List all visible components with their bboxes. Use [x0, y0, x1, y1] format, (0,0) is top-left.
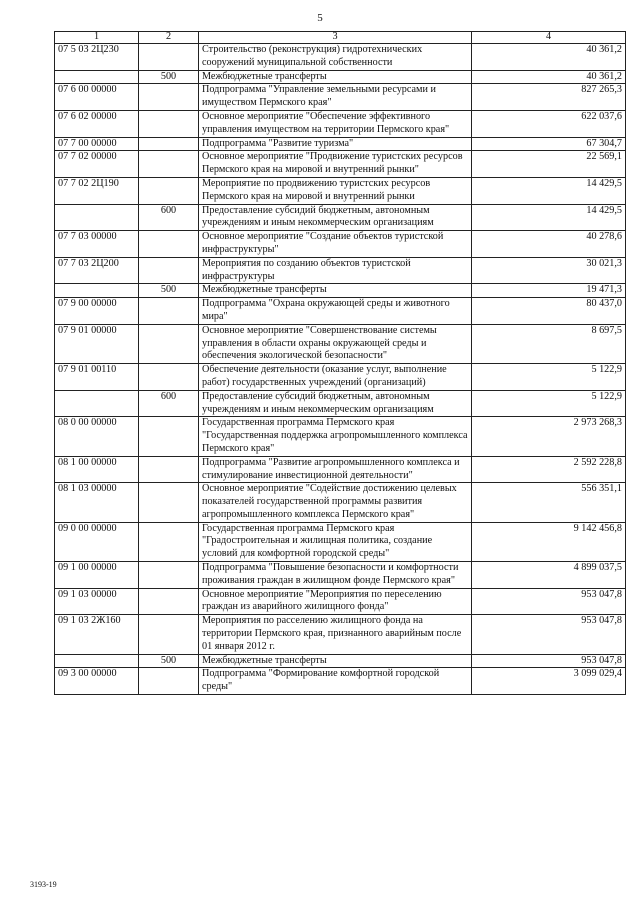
header-col-2: 2 — [139, 32, 199, 44]
row-code-cell — [55, 204, 139, 231]
row-code-cell — [55, 284, 139, 298]
row-name-cell: Подпрограмма "Развитие агропромышленного комплекса и стимулирование инвестиционной деятельности" — [199, 456, 472, 483]
row-name-cell: Предоставление субсидий бюджетным, автономным учреждениям и иным некоммерческим организациям — [199, 204, 472, 231]
row-amount-cell: 14 429,5 — [472, 204, 626, 231]
row-expense-type-cell — [139, 522, 199, 561]
row-amount-cell: 622 037,6 — [472, 110, 626, 137]
row-code-cell: 08 0 00 00000 — [55, 417, 139, 456]
row-expense-type-cell — [139, 562, 199, 589]
row-code-cell: 09 3 00 00000 — [55, 668, 139, 695]
row-name-cell: Подпрограмма "Управление земельными ресурсами и имуществом Пермского края" — [199, 84, 472, 111]
row-expense-type-cell — [139, 110, 199, 137]
row-expense-type-cell: 500 — [139, 284, 199, 298]
table-row — [55, 110, 626, 137]
row-expense-type-cell: 500 — [139, 654, 199, 668]
table-row — [55, 284, 626, 298]
row-amount-cell: 4 899 037,5 — [472, 562, 626, 589]
row-code-cell: 08 1 03 00000 — [55, 483, 139, 522]
row-amount-cell: 953 047,8 — [472, 654, 626, 668]
row-amount-cell: 40 278,6 — [472, 231, 626, 258]
row-name-cell: Мероприятия по расселению жилищного фонда на территории Пермского края, признанного аварийным после 01 января 2012 г. — [199, 615, 472, 654]
row-name-cell: Мероприятия по созданию объектов туристской инфраструктуры — [199, 257, 472, 284]
row-expense-type-cell — [139, 177, 199, 204]
row-code-cell: 07 6 02 00000 — [55, 110, 139, 137]
row-expense-type-cell: 500 — [139, 70, 199, 84]
row-amount-cell: 9 142 456,8 — [472, 522, 626, 561]
row-name-cell: Межбюджетные трансферты — [199, 654, 472, 668]
row-code-cell: 09 1 00 00000 — [55, 562, 139, 589]
row-code-cell — [55, 654, 139, 668]
table-row — [55, 522, 626, 561]
row-amount-cell: 5 122,9 — [472, 390, 626, 417]
table-row — [55, 390, 626, 417]
row-expense-type-cell — [139, 483, 199, 522]
table-row — [55, 654, 626, 668]
row-expense-type-cell — [139, 84, 199, 111]
row-expense-type-cell — [139, 588, 199, 615]
row-expense-type-cell: 600 — [139, 390, 199, 417]
table-row — [55, 668, 626, 695]
row-amount-cell: 22 569,1 — [472, 151, 626, 178]
row-code-cell: 07 7 03 2Ц200 — [55, 257, 139, 284]
row-amount-cell: 3 099 029,4 — [472, 668, 626, 695]
row-code-cell: 07 9 01 00110 — [55, 364, 139, 391]
row-expense-type-cell — [139, 324, 199, 363]
table-body — [55, 44, 626, 695]
row-amount-cell: 80 437,0 — [472, 298, 626, 325]
row-code-cell: 07 7 03 00000 — [55, 231, 139, 258]
row-code-cell: 09 0 00 00000 — [55, 522, 139, 561]
row-code-cell: 07 7 00 00000 — [55, 137, 139, 151]
table-row — [55, 44, 626, 71]
row-code-cell: 07 9 01 00000 — [55, 324, 139, 363]
row-expense-type-cell — [139, 231, 199, 258]
row-code-cell: 08 1 00 00000 — [55, 456, 139, 483]
row-expense-type-cell — [139, 668, 199, 695]
table-row — [55, 456, 626, 483]
table-row — [55, 137, 626, 151]
table-row — [55, 177, 626, 204]
row-amount-cell: 30 021,3 — [472, 257, 626, 284]
row-expense-type-cell — [139, 456, 199, 483]
table-row — [55, 231, 626, 258]
row-code-cell — [55, 70, 139, 84]
row-name-cell: Подпрограмма "Повышение безопасности и комфортности проживания граждан в жилищном фонде Пермского края" — [199, 562, 472, 589]
row-name-cell: Межбюджетные трансферты — [199, 284, 472, 298]
row-expense-type-cell — [139, 44, 199, 71]
row-code-cell: 07 7 02 2Ц190 — [55, 177, 139, 204]
table-row — [55, 417, 626, 456]
row-expense-type-cell — [139, 364, 199, 391]
row-amount-cell: 827 265,3 — [472, 84, 626, 111]
row-name-cell: Основное мероприятие "Обеспечение эффективного управления имуществом на территории Пермского края" — [199, 110, 472, 137]
row-code-cell: 07 5 03 2Ц230 — [55, 44, 139, 71]
row-name-cell: Строительство (реконструкция) гидротехнических сооружений муниципальной собственности — [199, 44, 472, 71]
row-code-cell: 07 7 02 00000 — [55, 151, 139, 178]
row-amount-cell: 556 351,1 — [472, 483, 626, 522]
row-amount-cell: 8 697,5 — [472, 324, 626, 363]
row-amount-cell: 5 122,9 — [472, 364, 626, 391]
table-row — [55, 70, 626, 84]
budget-table — [54, 31, 626, 695]
row-amount-cell: 19 471,3 — [472, 284, 626, 298]
table-row — [55, 84, 626, 111]
row-expense-type-cell — [139, 257, 199, 284]
row-name-cell: Основное мероприятие "Содействие достижению целевых показателей государственной программы развития агропромышленного комплекса Пермского края" — [199, 483, 472, 522]
row-name-cell: Подпрограмма "Формирование комфортной городской среды" — [199, 668, 472, 695]
table-row — [55, 298, 626, 325]
table-row — [55, 615, 626, 654]
row-amount-cell: 14 429,5 — [472, 177, 626, 204]
row-expense-type-cell — [139, 417, 199, 456]
row-name-cell: Межбюджетные трансферты — [199, 70, 472, 84]
row-code-cell: 09 1 03 2Ж160 — [55, 615, 139, 654]
row-name-cell: Государственная программа Пермского края "Государственная поддержка агропромышленного комплекса Пермского края" — [199, 417, 472, 456]
row-name-cell: Основное мероприятие "Продвижение туристских ресурсов Пермского края на мировой и внутренний рынки" — [199, 151, 472, 178]
table-row — [55, 257, 626, 284]
table-row — [55, 204, 626, 231]
row-name-cell: Основное мероприятие "Мероприятия по переселению граждан из аварийного жилищного фонда" — [199, 588, 472, 615]
row-name-cell: Обеспечение деятельности (оказание услуг, выполнение работ) государственных учреждений (организаций) — [199, 364, 472, 391]
row-amount-cell: 67 304,7 — [472, 137, 626, 151]
row-amount-cell: 2 973 268,3 — [472, 417, 626, 456]
row-expense-type-cell — [139, 151, 199, 178]
row-name-cell: Подпрограмма "Развитие туризма" — [199, 137, 472, 151]
header-col-4: 4 — [472, 32, 626, 44]
row-name-cell: Предоставление субсидий бюджетным, автономным учреждениям и иным некоммерческим организациям — [199, 390, 472, 417]
row-code-cell — [55, 390, 139, 417]
header-col-3: 3 — [199, 32, 472, 44]
row-expense-type-cell — [139, 137, 199, 151]
page-number: 5 — [317, 12, 323, 24]
row-expense-type-cell — [139, 615, 199, 654]
table-row — [55, 151, 626, 178]
row-name-cell: Мероприятие по продвижению туристских ресурсов Пермского края на мировой и внутренний рынки — [199, 177, 472, 204]
row-expense-type-cell: 600 — [139, 204, 199, 231]
row-expense-type-cell — [139, 298, 199, 325]
table-row — [55, 588, 626, 615]
row-amount-cell: 40 361,2 — [472, 44, 626, 71]
row-amount-cell: 2 592 228,8 — [472, 456, 626, 483]
table-row — [55, 562, 626, 589]
row-code-cell: 07 6 00 00000 — [55, 84, 139, 111]
table-row — [55, 324, 626, 363]
header-col-1: 1 — [55, 32, 139, 44]
table-row — [55, 364, 626, 391]
row-amount-cell: 953 047,8 — [472, 615, 626, 654]
row-name-cell: Основное мероприятие "Совершенствование системы управления в области охраны окружающей среды и обеспечения экологической безопасности" — [199, 324, 472, 363]
row-code-cell: 09 1 03 00000 — [55, 588, 139, 615]
table-header-row — [55, 32, 626, 44]
row-amount-cell: 953 047,8 — [472, 588, 626, 615]
row-name-cell: Подпрограмма "Охрана окружающей среды и животного мира" — [199, 298, 472, 325]
row-amount-cell: 40 361,2 — [472, 70, 626, 84]
row-name-cell: Основное мероприятие "Создание объектов туристской инфраструктуры" — [199, 231, 472, 258]
row-name-cell: Государственная программа Пермского края "Градостроительная и жилищная политика, создание условий для комфортной городской среды" — [199, 522, 472, 561]
table-row — [55, 483, 626, 522]
footer-document-code: 3193-19 — [30, 880, 57, 889]
row-code-cell: 07 9 00 00000 — [55, 298, 139, 325]
